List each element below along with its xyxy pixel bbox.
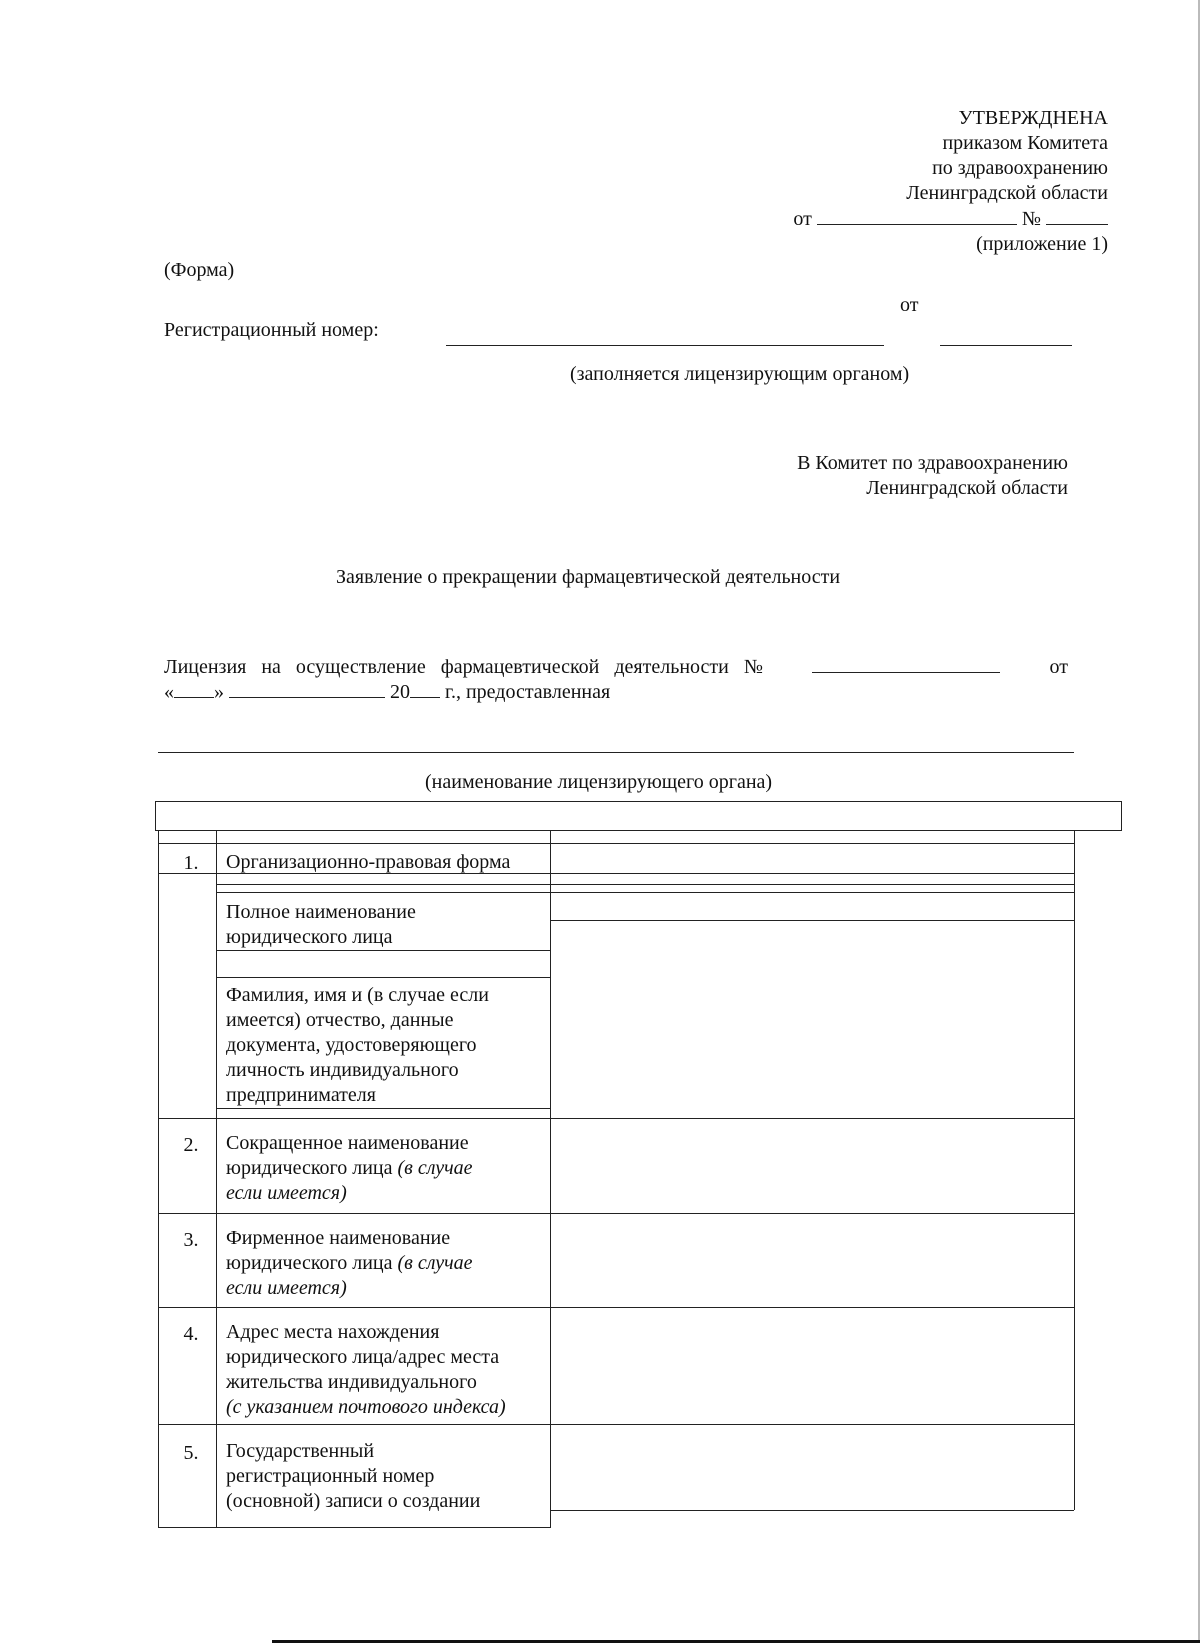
row-3-italic-suffix: (в случае: [392, 1252, 473, 1274]
row-3-line-1: Фирменное наименование: [226, 1227, 451, 1249]
approval-block: [708, 106, 1108, 257]
entrepreneur-line-5: предпринимателя: [226, 1084, 376, 1106]
license-year-blank[interactable]: [410, 679, 440, 698]
entrepreneur-line-3: документа, удостоверяющего: [226, 1034, 477, 1056]
row-4-number: 4.: [183, 1323, 199, 1345]
open-quote: «: [164, 681, 174, 703]
row-2-number: 2.: [183, 1134, 199, 1156]
registration-label: Регистрационный номер:: [164, 319, 379, 341]
approval-from-label: от: [793, 208, 812, 230]
approval-line-1: приказом Комитета: [942, 132, 1108, 154]
full-name-line-1: Полное наименование: [226, 901, 416, 923]
table-top-rule: [158, 830, 1074, 831]
row-4-line-1: Адрес места нахождения: [226, 1321, 440, 1343]
license-month-blank[interactable]: [229, 679, 385, 698]
row-5-value-bottom: [550, 1510, 1074, 1511]
table-right-border: [1074, 830, 1075, 1510]
row-4-bottom: [158, 1424, 1074, 1425]
license-number-blank[interactable]: [812, 654, 1000, 673]
addressee-block: [668, 451, 1068, 501]
entrepreneur-line-4: личность индивидуального: [226, 1059, 459, 1081]
addressee-line-2: Ленинградской области: [866, 477, 1068, 499]
row-1-number: 1.: [183, 852, 199, 874]
approval-date-line: [708, 206, 1108, 232]
row-3-line-2-text: юридического лица: [226, 1252, 393, 1274]
document-title: Заявление о прекращении фармацевтической деятельности: [336, 566, 841, 588]
entrepreneur-line-1: Фамилия, имя и (в случае если: [226, 984, 489, 1006]
addressee-line-1: В Комитет по здравоохранению: [797, 452, 1068, 474]
subrow-label-rule-b: [216, 977, 550, 978]
row-5-label: [226, 1439, 480, 1514]
row-2-line-2: [226, 1156, 473, 1181]
year-prefix: 20: [390, 681, 410, 703]
row-2-line-3: [226, 1181, 473, 1206]
form-label: (Форма): [164, 259, 235, 281]
registration-note: (заполняется лицензирующим органом): [570, 363, 910, 385]
authority-blank[interactable]: [158, 752, 1074, 753]
row-4-line-2: юридического лица/адрес места: [226, 1346, 500, 1368]
subrow-rule-b: [216, 892, 1074, 893]
subrow-label-rule-a: [216, 950, 550, 951]
row-5-line-1: Государственный: [226, 1440, 375, 1462]
entrepreneur-label: [226, 983, 489, 1108]
row-2-italic-line: если имеется): [226, 1182, 347, 1204]
table-header-rule: [158, 843, 1074, 844]
full-name-label: [226, 900, 416, 950]
row-3-label: [226, 1226, 473, 1301]
row-2-line-2-text: юридического лица: [226, 1157, 393, 1179]
row-1-label: Организационно-правовая форма: [226, 851, 511, 873]
approval-title: УТВЕРЖДНЕНА: [958, 107, 1108, 129]
authority-caption: (наименование лицензирующего органа): [425, 771, 773, 793]
registration-number-blank[interactable]: [446, 345, 884, 346]
row-5-line-3: (основной) записи о создании: [226, 1490, 481, 1512]
row-3-italic-line: если имеется): [226, 1277, 347, 1299]
row-2-italic-suffix: (в случае: [392, 1157, 473, 1179]
approval-date-blank[interactable]: [817, 206, 1017, 225]
subrow-label-rule-c: [216, 1108, 550, 1109]
row-2-label: [226, 1131, 473, 1206]
row-5-line-2: регистрационный номер: [226, 1465, 435, 1487]
approval-number-label: №: [1021, 208, 1041, 230]
row-3-line-3: [226, 1276, 473, 1301]
license-line-1-start: Лицензия на осуществление фармацевтической деятельности №: [164, 656, 763, 678]
license-line-2-end: г., предоставленная: [445, 681, 611, 703]
approval-line-3: Ленинградской области: [906, 182, 1108, 204]
row-2-bottom: [158, 1213, 1074, 1214]
row-4-line-3: жительства индивидуального: [226, 1371, 477, 1393]
entrepreneur-line-2: имеется) отчество, данные: [226, 1009, 454, 1031]
registration-from-label: от: [900, 294, 919, 316]
approval-line-2: по здравоохранению: [932, 157, 1108, 179]
table-top-box: [155, 801, 1122, 831]
license-line-1: [164, 654, 1068, 680]
row-3-line-2: [226, 1251, 473, 1276]
registration-date-blank[interactable]: [940, 345, 1072, 346]
license-day-blank[interactable]: [174, 679, 214, 698]
row-3-number: 3.: [183, 1229, 199, 1251]
license-line-1-end: от: [1049, 656, 1068, 678]
row-2-line-1: Сокращенное наименование: [226, 1132, 469, 1154]
row-3-bottom: [158, 1307, 1074, 1308]
row-4-label: [226, 1320, 506, 1420]
full-name-line-2: юридического лица: [226, 926, 393, 948]
row-4-italic-line: (с указанием почтового индекса): [226, 1396, 506, 1418]
approval-number-blank[interactable]: [1046, 206, 1108, 225]
row-4-line-4: [226, 1395, 506, 1420]
appendix-label: (приложение 1): [976, 233, 1108, 255]
license-line-2: [164, 679, 610, 705]
subrow-value-rule: [550, 920, 1074, 921]
row-5-bottom: [158, 1527, 550, 1528]
subrow-rule-a: [216, 884, 1074, 885]
close-quote: »: [214, 681, 224, 703]
row-5-number: 5.: [183, 1442, 199, 1464]
row-1-group-bottom: [158, 1118, 1074, 1119]
